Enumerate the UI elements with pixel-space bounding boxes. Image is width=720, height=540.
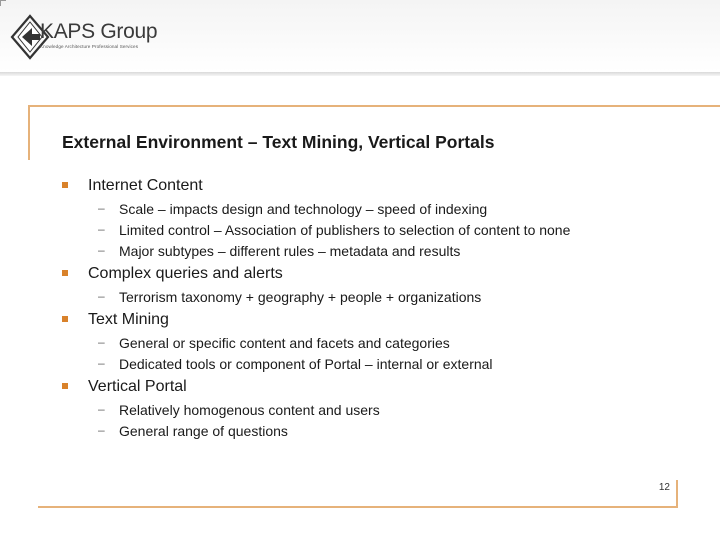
bullet-item — [62, 377, 702, 400]
bullet-list — [62, 176, 702, 444]
bullet-text: Vertical Portal — [88, 378, 187, 395]
page-number: 12 — [658, 482, 670, 493]
frame-right-rule — [676, 480, 678, 508]
sub-bullet-text: Limited control – Association of publishers to selection of content to none — [119, 222, 571, 238]
sub-bullet-text: Dedicated tools or component of Portal – internal or external — [119, 356, 493, 372]
square-bullet-icon — [62, 182, 68, 188]
square-bullet-icon — [62, 270, 68, 276]
sub-bullet-text: General range of questions — [119, 423, 288, 439]
sub-bullet-item — [62, 287, 702, 308]
sub-bullet-text: Relatively homogenous content and users — [119, 402, 380, 418]
bullet-item — [62, 176, 702, 199]
logo-tagline: Knowledge Architecture Professional Services — [40, 44, 139, 49]
frame-left-rule — [28, 105, 30, 160]
bullet-text: Complex queries and alerts — [88, 265, 283, 282]
sub-bullet-item — [62, 333, 702, 354]
dash-bullet-icon: – — [98, 289, 105, 303]
bullet-text: Text Mining — [88, 311, 169, 328]
bullet-text: Internet Content — [88, 177, 203, 194]
sub-bullet-text: General or specific content and facets and categories — [119, 335, 450, 351]
sub-bullet-item — [62, 400, 702, 421]
bullet-group — [62, 310, 702, 375]
corner-mark — [0, 0, 6, 6]
dash-bullet-icon: – — [98, 402, 105, 416]
bullet-group — [62, 377, 702, 442]
sub-bullet-item — [62, 421, 702, 442]
frame-bottom-rule — [38, 506, 678, 508]
sub-bullet-text: Major subtypes – different rules – metadata and results — [119, 243, 461, 259]
dash-bullet-icon: – — [98, 423, 105, 437]
bullet-item — [62, 264, 702, 287]
sub-bullet-text: Scale – impacts design and technology – speed of indexing — [119, 201, 488, 217]
bullet-group — [62, 264, 702, 308]
header-divider — [0, 72, 720, 76]
sub-bullet-item — [62, 241, 702, 262]
slide-title: External Environment – Text Mining, Vertical Portals — [62, 132, 495, 152]
dash-bullet-icon: – — [98, 201, 105, 215]
sub-bullet-item — [62, 220, 702, 241]
square-bullet-icon — [62, 316, 68, 322]
logo-name: KAPS Group — [40, 20, 158, 43]
dash-bullet-icon: – — [98, 356, 105, 370]
frame-top-rule — [28, 105, 720, 107]
bullet-group — [62, 176, 702, 262]
kaps-logo — [10, 14, 160, 60]
sub-bullet-text: Terrorism taxonomy + geography + people + organizations — [119, 289, 482, 305]
sub-bullet-item — [62, 354, 702, 375]
bullet-item — [62, 310, 702, 333]
dash-bullet-icon: – — [98, 222, 105, 236]
dash-bullet-icon: – — [98, 243, 105, 257]
dash-bullet-icon: – — [98, 335, 105, 349]
square-bullet-icon — [62, 383, 68, 389]
sub-bullet-item — [62, 199, 702, 220]
